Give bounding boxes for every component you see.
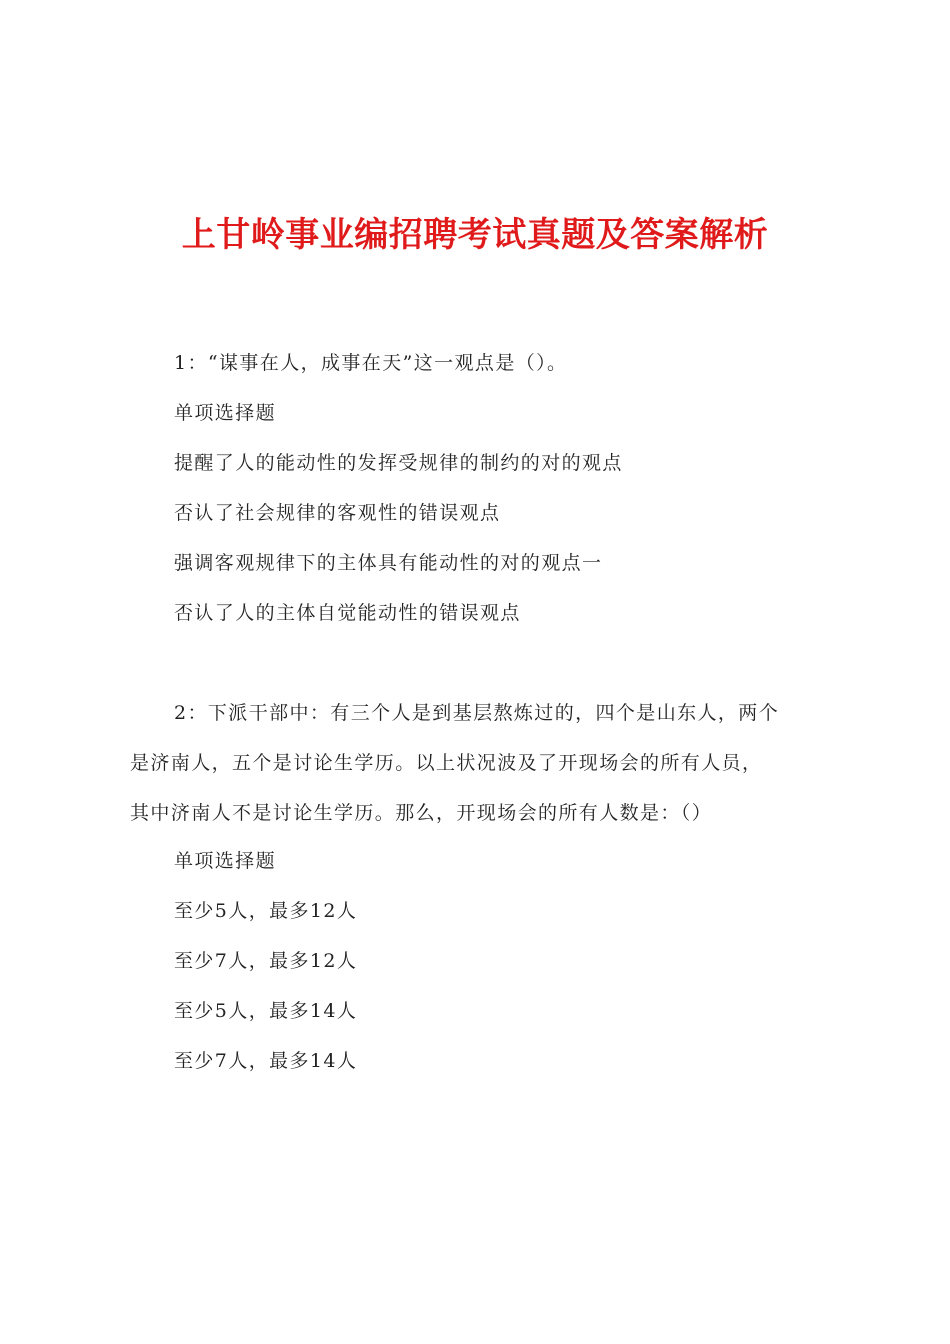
question-2-option-d: 至少7人，最多14人	[174, 1050, 358, 1072]
question-1-option-a: 提醒了人的能动性的发挥受规律的制约的对的观点	[174, 452, 623, 474]
question-1-option-c: 强调客观规律下的主体具有能动性的对的观点一	[174, 552, 603, 574]
question-2-stem-line-3: 其中济南人不是讨论生学历。那么，开现场会的所有人数是：（）	[130, 802, 713, 824]
document-title: 上甘岭事业编招聘考试真题及答案解析	[181, 215, 769, 255]
question-1-option-d: 否认了人的主体自觉能动性的错误观点	[174, 602, 521, 624]
question-2-stem-line-2: 是济南人，五个是讨论生学历。以上状况波及了开现场会的所有人员，	[130, 752, 763, 774]
question-2-stem-line-1: 2：下派干部中：有三个人是到基层熬炼过的，四个是山东人，两个	[174, 702, 780, 724]
question-1-stem: 1：“谋事在人，成事在天”这一观点是（）。	[174, 352, 568, 374]
question-2-option-a: 至少5人，最多12人	[174, 900, 358, 922]
question-2-type: 单项选择题	[174, 850, 277, 872]
question-2-option-b: 至少7人，最多12人	[174, 950, 358, 972]
question-1-option-b: 否认了社会规律的客观性的错误观点	[174, 502, 501, 524]
question-2-option-c: 至少5人，最多14人	[174, 1000, 358, 1022]
question-1-type: 单项选择题	[174, 402, 277, 424]
